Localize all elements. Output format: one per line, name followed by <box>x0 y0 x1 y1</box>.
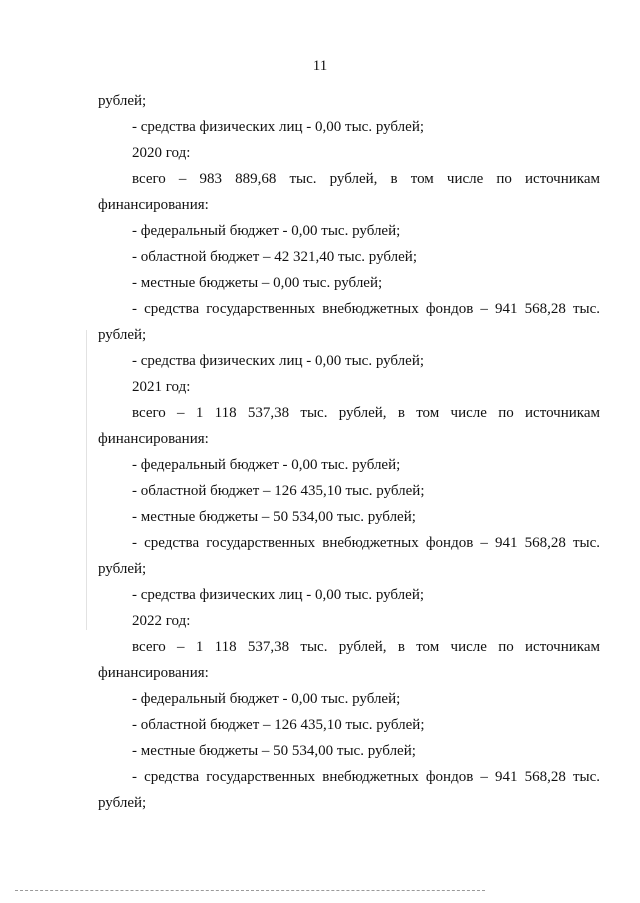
text-line: рублей; <box>98 795 147 811</box>
text-line: - местные бюджеты – 50 534,00 тыс. рублей; <box>132 509 416 525</box>
text-line: - средства физических лиц - 0,00 тыс. рублей; <box>132 587 425 603</box>
page-number: 11 <box>312 58 328 74</box>
text-line: - местные бюджеты – 50 534,00 тыс. рублей; <box>132 743 416 759</box>
text-line: - средства физических лиц - 0,00 тыс. рублей; <box>132 353 425 369</box>
text-line: - федеральный бюджет - 0,00 тыс. рублей; <box>132 457 401 473</box>
text-line: всего – 983 889,68 тыс. рублей, в том числе по источникам <box>132 171 600 187</box>
scan-margin-mark <box>86 330 87 630</box>
text-line: - местные бюджеты – 0,00 тыс. рублей; <box>132 275 383 291</box>
year-heading: 2021 год: <box>132 379 191 395</box>
text-line: рублей; <box>98 327 147 343</box>
text-line: - средства государственных внебюджетных фондов – 941 568,28 тыс. <box>132 535 600 551</box>
text-line: - средства физических лиц - 0,00 тыс. рублей; <box>132 119 425 135</box>
year-heading: 2022 год: <box>132 613 191 629</box>
text-line: финансирования: <box>98 665 209 681</box>
text-line: - областной бюджет – 42 321,40 тыс. рублей; <box>132 249 417 265</box>
text-line: финансирования: <box>98 431 209 447</box>
year-heading: 2020 год: <box>132 145 191 161</box>
text-line: финансирования: <box>98 197 209 213</box>
footer-rule <box>15 890 485 891</box>
text-line: - областной бюджет – 126 435,10 тыс. рублей; <box>132 717 425 733</box>
text-line: - средства государственных внебюджетных фондов – 941 568,28 тыс. <box>132 769 600 785</box>
text-line: всего – 1 118 537,38 тыс. рублей, в том числе по источникам <box>132 639 600 655</box>
text-line: - областной бюджет – 126 435,10 тыс. рублей; <box>132 483 425 499</box>
document-body <box>98 88 600 816</box>
text-line: рублей; <box>98 561 147 577</box>
text-line: - федеральный бюджет - 0,00 тыс. рублей; <box>132 223 401 239</box>
text-line: всего – 1 118 537,38 тыс. рублей, в том числе по источникам <box>132 405 600 421</box>
text-line: - средства государственных внебюджетных фондов – 941 568,28 тыс. <box>132 301 600 317</box>
text-line: - федеральный бюджет - 0,00 тыс. рублей; <box>132 691 401 707</box>
text-line: рублей; <box>98 93 147 109</box>
